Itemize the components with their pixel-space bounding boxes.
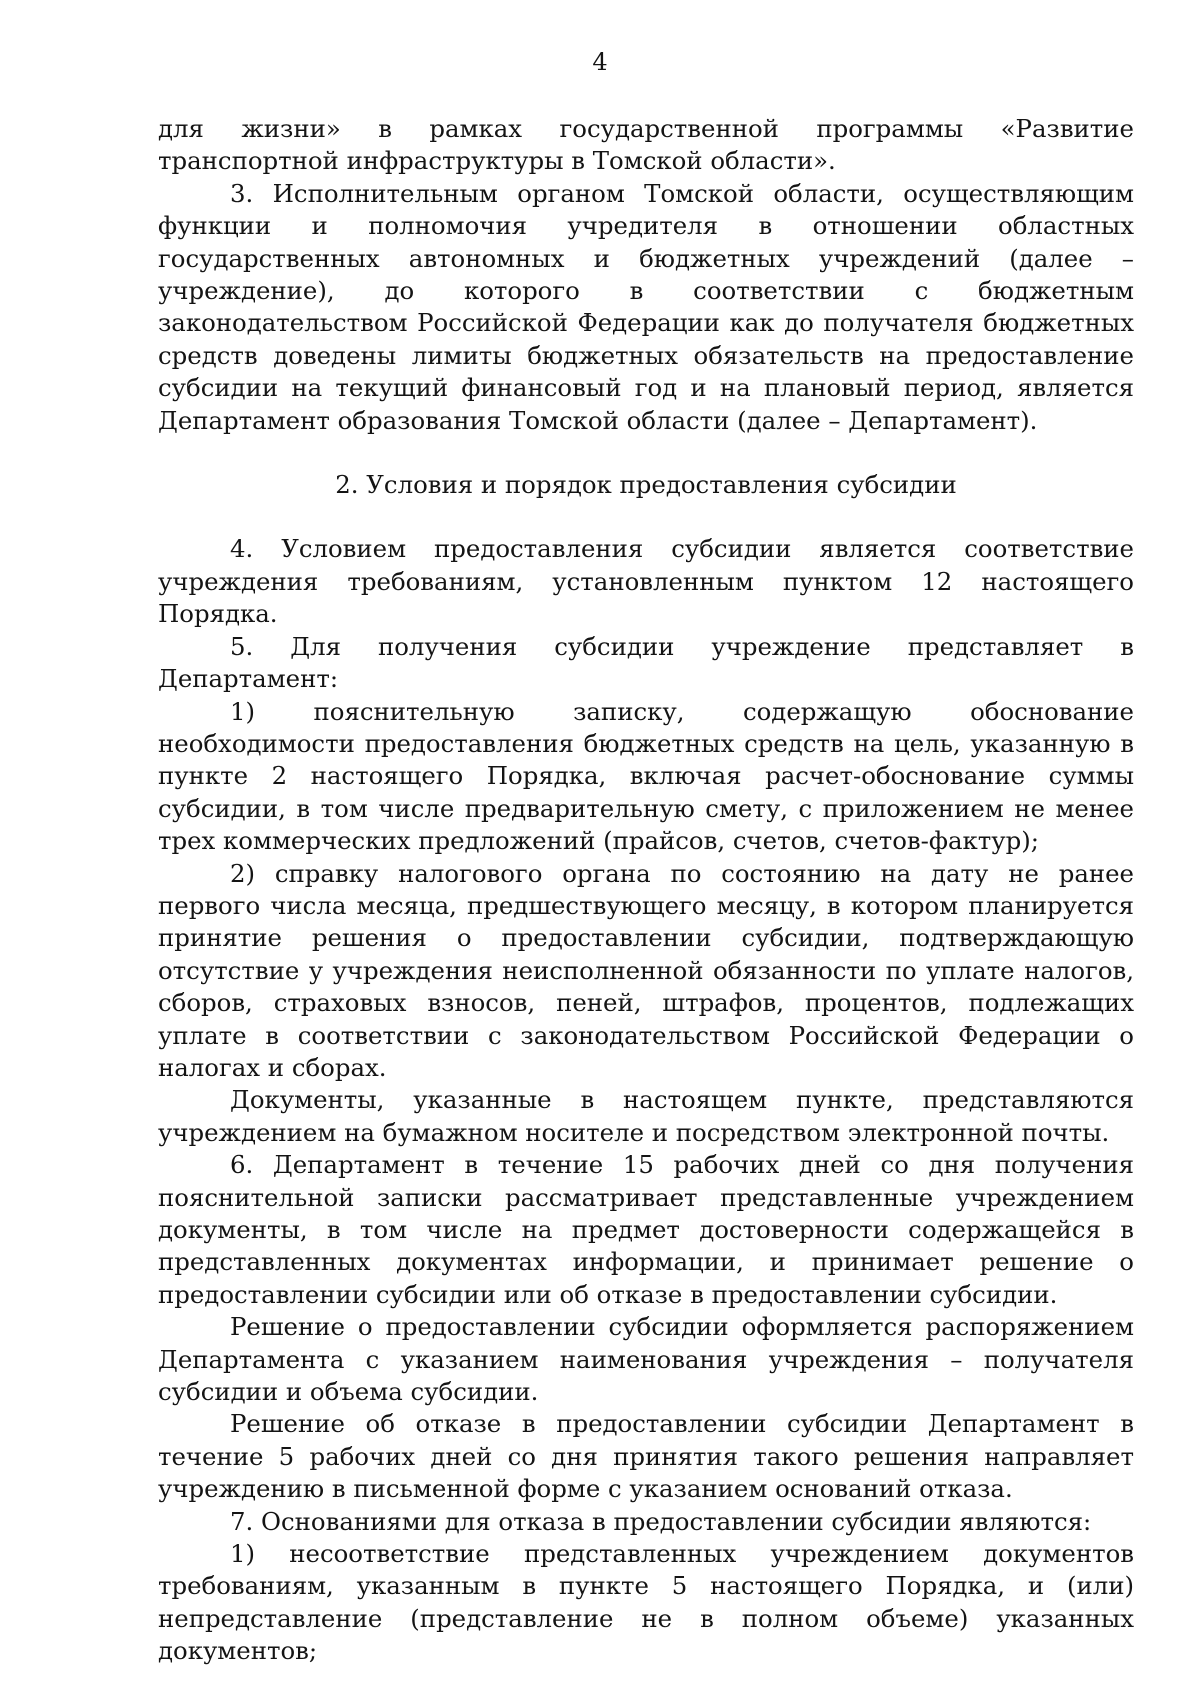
paragraph-item-5-sub-1: 1) пояснительную записку, содержащую обоснование необходимости предоставления бюджетных средств на цель, указанную в пункте 2 настоящего Порядка, включая расчет-обоснование суммы субсидии, в том числе предварительную смету, с приложением не менее трех коммерческих предложений (прайсов, счетов, счетов-фактур);: [158, 696, 1134, 856]
paragraph-item-6: 6. Департамент в течение 15 рабочих дней со дня получения пояснительной записки рассматривает представленные учреждением документы, в том числе на предмет достоверности содержащейся в представленных документах информации, и принимает решение о предоставлении субсидии или об отказе в предоставлении субсидии.: [158, 1150, 1134, 1309]
paragraph-item-7-sub-1: 1) несоответствие представленных учреждением документов требованиям, указанным в пункте 5 настоящего Порядка, и (или) непредставление (представление не в полном объеме) указанных документов;: [158, 1539, 1134, 1666]
document-body: [158, 113, 1134, 1668]
paragraph-item-5-sub-2: 2) справку налогового органа по состоянию на дату не ранее первого числа месяца, предшествующего месяцу, в котором планируется принятие решения о предоставлении субсидии, подтверждающую отсутствие у учреждения неисполненной обязанности по уплате налогов, сборов, страховых взносов, пеней, штрафов, процентов, подлежащих уплате в соответствии с законодательством Российской Федерации о налогах и сборах.: [158, 858, 1134, 1082]
page-number: 4: [592, 48, 608, 76]
section-heading: 2. Условия и порядок предоставления субсидии: [335, 470, 957, 500]
paragraph-decision-refusal: Решение об отказе в предоставлении субсидии Департамент в течение 5 рабочих дней со дня принятия такого решения направляет учреждению в письменной форме с указанием оснований отказа.: [158, 1409, 1134, 1504]
paragraph-documents-note: Документы, указанные в настоящем пункте, представляются учреждением на бумажном носителе и посредством электронной почты.: [158, 1085, 1134, 1147]
paragraph-continuation: для жизни» в рамках государственной программы «Развитие транспортной инфраструктуры в Томской области».: [158, 114, 1134, 176]
paragraph-item-3: 3. Исполнительным органом Томской области, осуществляющим функции и полномочия учредителя в отношении областных государственных автономных и бюджетных учреждений (далее – учреждение), до которого в соответствии с бюджетным законодательством Российской Федерации как до получателя бюджетных средств доведены лимиты бюджетных обязательств на предоставление субсидии на текущий финансовый год и на плановый период, является Департамент образования Томской области (далее – Департамент).: [158, 178, 1134, 435]
paragraph-decision-granted: Решение о предоставлении субсидии оформляется распоряжением Департамента с указанием наименования учреждения – получателя субсидии и объема субсидии.: [158, 1312, 1134, 1407]
paragraph-item-5: 5. Для получения субсидии учреждение представляет в Департамент:: [158, 631, 1134, 694]
paragraph-item-4: 4. Условием предоставления субсидии является соответствие учреждения требованиям, установленным пунктом 12 настоящего Порядка.: [158, 534, 1134, 629]
paragraph-item-7: 7. Основаниями для отказа в предоставлении субсидии являются:: [230, 1506, 1092, 1536]
